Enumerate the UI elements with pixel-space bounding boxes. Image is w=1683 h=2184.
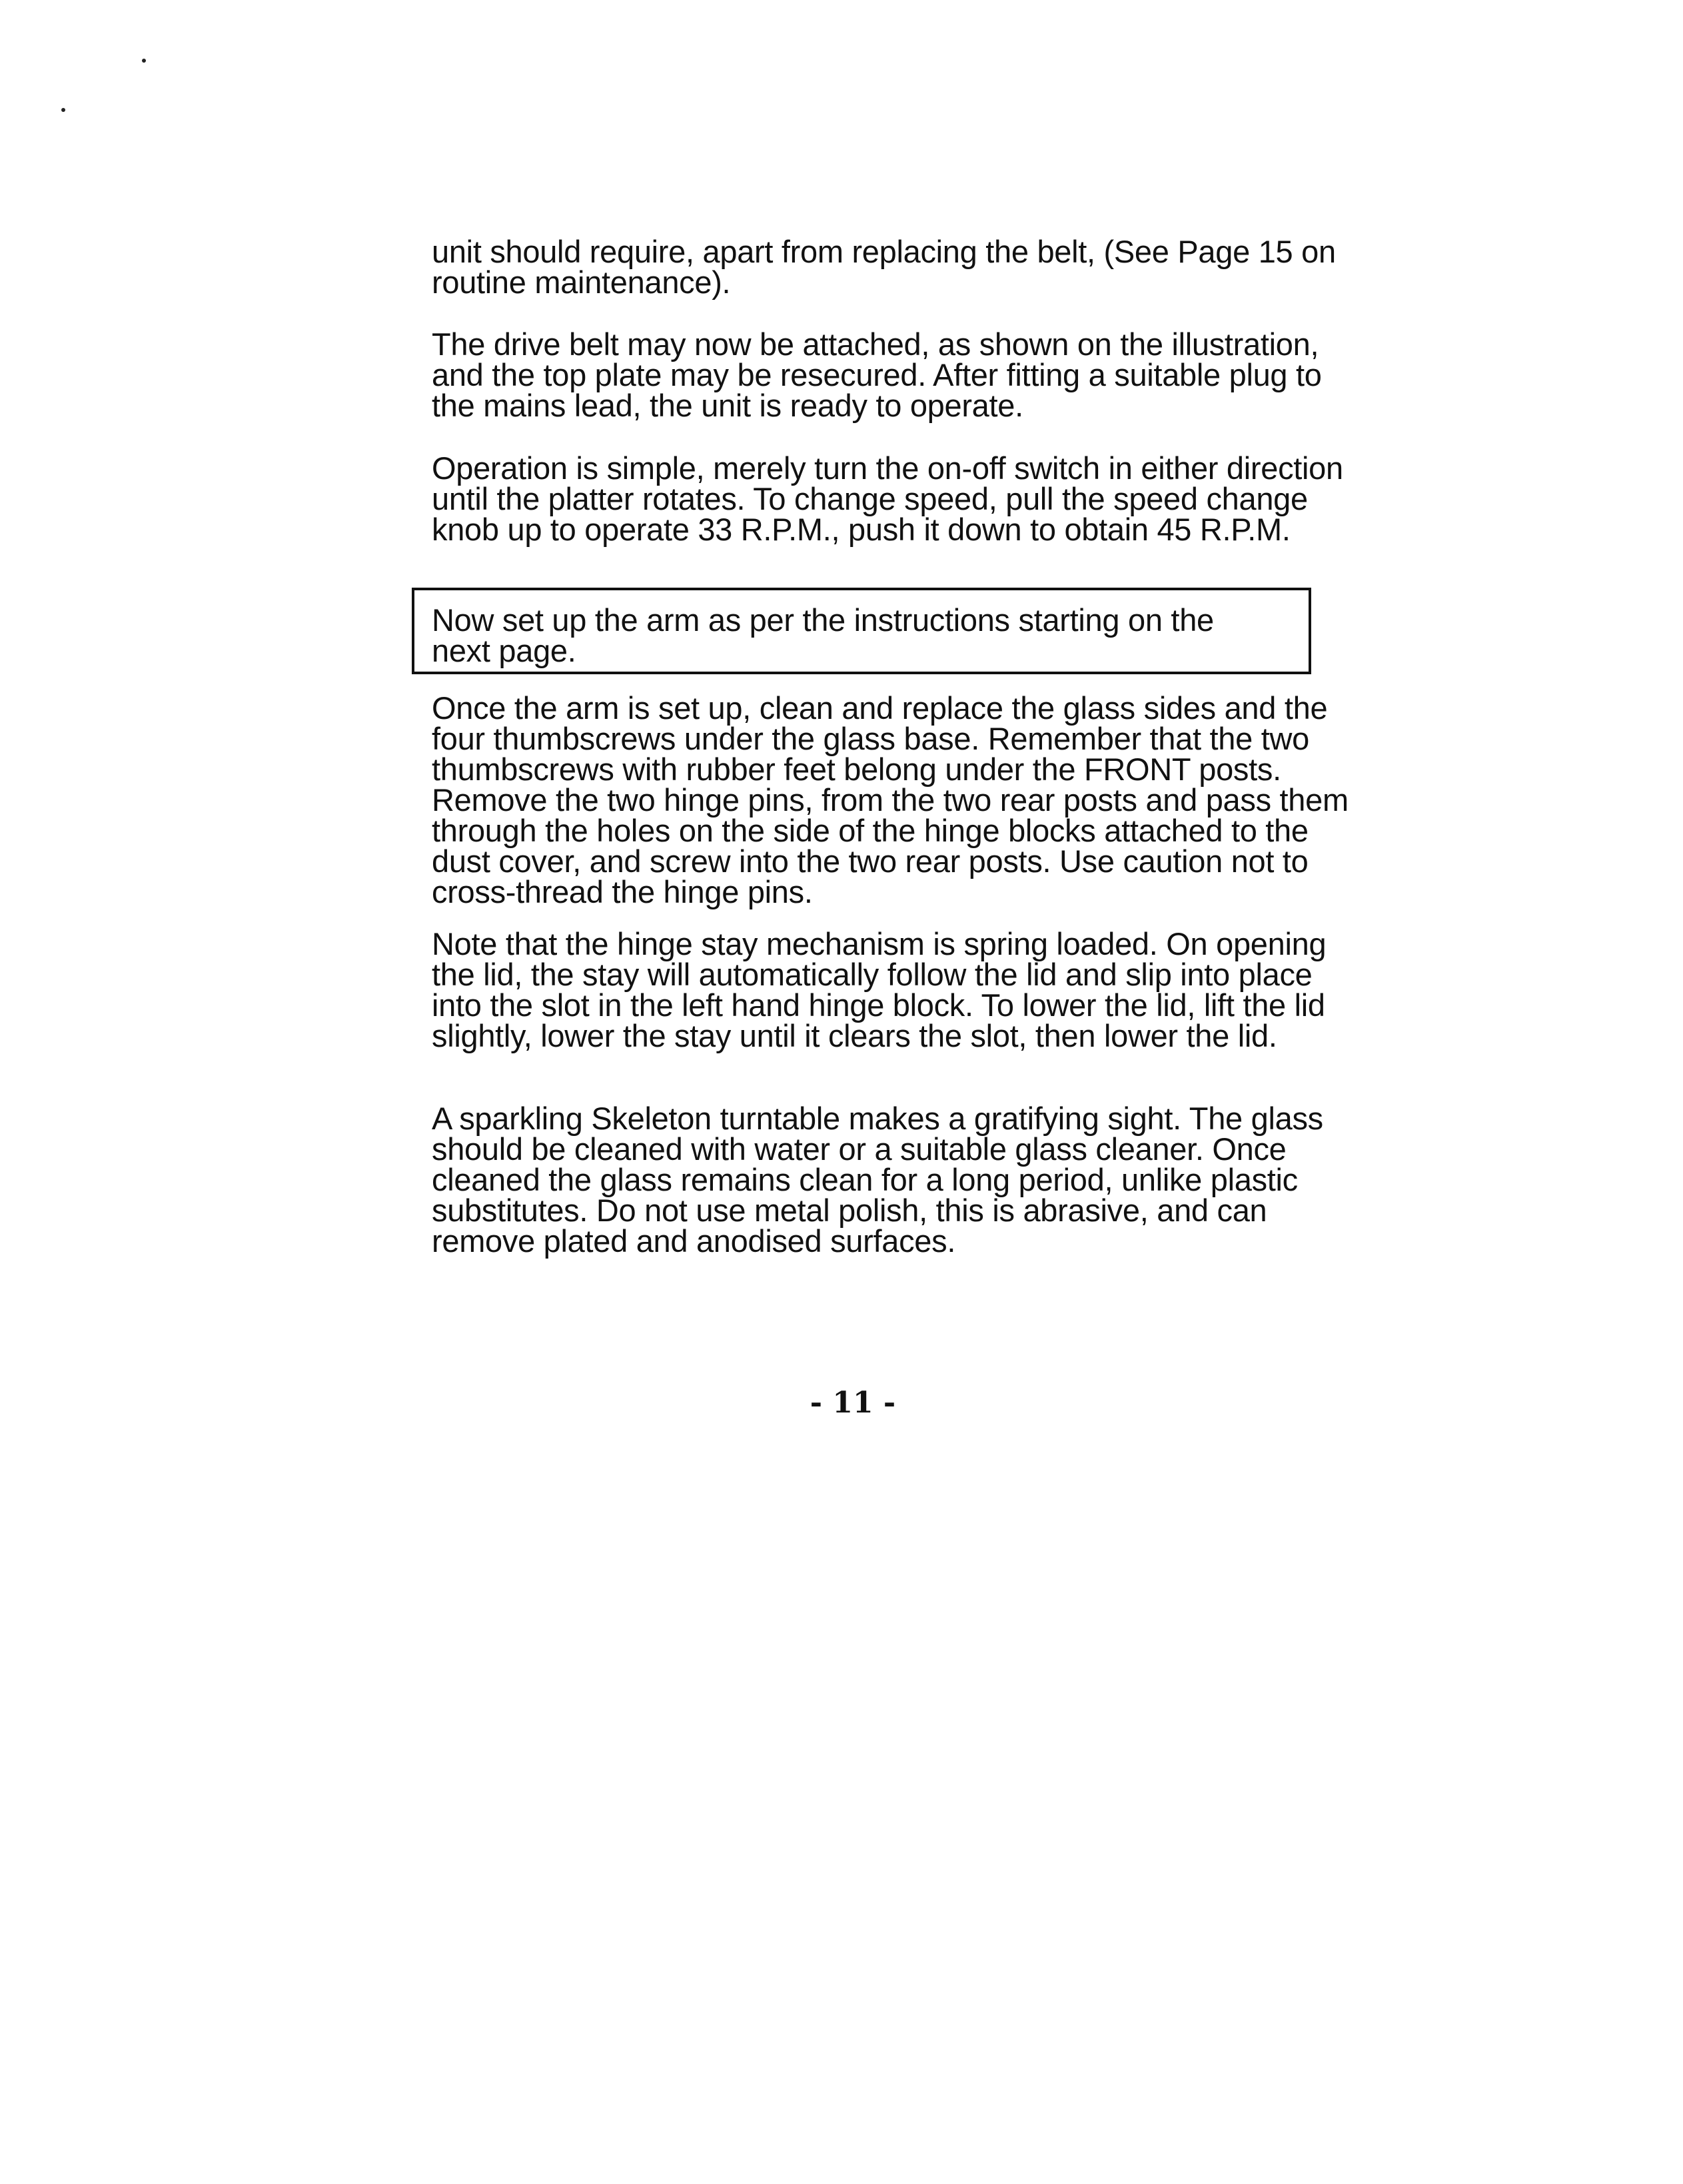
page-number: - 11 - [810, 1386, 896, 1420]
scan-speck [142, 59, 146, 63]
notice-text: Now set up the arm as per the instructions starting on the next page. [432, 602, 1214, 668]
paragraph-cleaning: A sparkling Skeleton turntable makes a gratifying sight. The glass should be cleaned with water or a suitable glass cleaner. Once cleaned the glass remains clean for a long period, unlike plastic substitutes. Do not use metal polish, this is abrasive, and can remove plated and anodised surfaces. [432, 1101, 1323, 1259]
scan-speck [61, 108, 65, 112]
paragraph-drive-belt: The drive belt may now be attached, as shown on the illustration, and the top plate may be resecured. After fitting a suitable plug to the mains lead, the unit is ready to operate. [432, 326, 1322, 423]
paragraph-belt-replacement: unit should require, apart from replacing the belt, (See Page 15 on routine maintenance). [432, 234, 1336, 300]
paragraph-hinge-stay: Note that the hinge stay mechanism is spring loaded. On opening the lid, the stay will automatically follow the lid and slip into place into the slot in the left hand hinge block. To lower the lid, lift the lid slightly, lower the stay until it clears the slot, then lower the lid. [432, 926, 1327, 1053]
paragraph-operation: Operation is simple, merely turn the on-off switch in either direction until the platter rotates. To change speed, pull the speed change knob up to operate 33 R.P.M., push it down to obtain 45 R.P.M. [432, 450, 1343, 547]
paragraph-glass-sides: Once the arm is set up, clean and replace the glass sides and the four thumbscrews under the glass base. Remember that the two thumbscrews with rubber feet belong under the FRONT posts. Remove the two hinge pins, from the two rear posts and pass them through the holes on the side of the hinge blocks attached to the dust cover, and screw into the two rear posts. Use caution not to cross-thread the hinge pins. [432, 690, 1349, 909]
